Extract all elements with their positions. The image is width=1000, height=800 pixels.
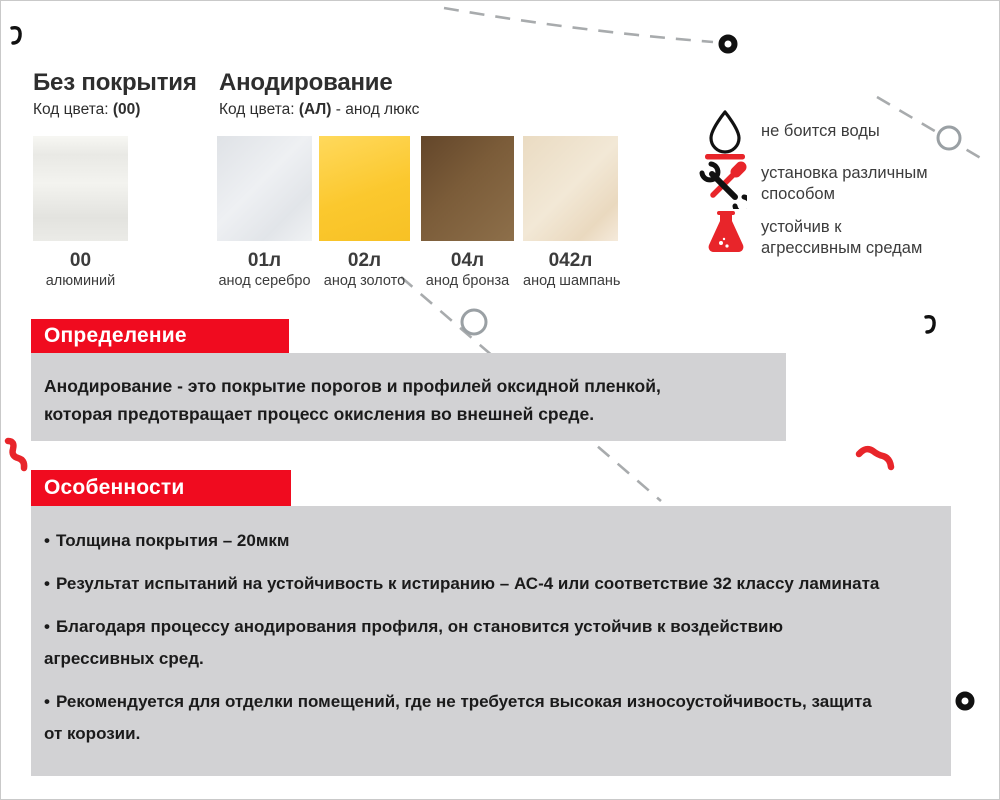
feature-text: Рекомендуется для отделки помещений, где не требуется высокая износоустойчивость, защита от корозии. [44,692,872,743]
anodizing-header [219,69,419,119]
swatch-code: 02л [347,250,382,271]
feature-item [44,525,881,557]
swatch-color-gold [319,136,410,241]
red-squiggle-left [8,441,24,468]
swatch-code: 00 [69,250,92,271]
swatch-color-silver [217,136,312,241]
benefit-resistance [761,217,922,259]
uncoated-code-value: (00) [112,101,141,118]
bullet-marker: • [44,531,50,550]
tools-icon [699,161,747,209]
swatch-code: 01л [247,250,282,271]
donut-dot-bottom [959,695,972,708]
bullet-marker: • [44,574,50,593]
comma-mark-top-left [12,28,20,43]
feature-text: Результат испытаний на устойчивость к истиранию – АС-4 или соответствие 32 классу ламината [55,574,880,593]
bullet-marker: • [44,617,50,636]
ring-circle-right [938,127,960,149]
uncoated-code [33,101,197,119]
swatch-name: анод бронза [425,273,510,289]
donut-dot-top [722,38,735,51]
anodizing-code-value: (АЛ) [298,101,332,118]
definition-heading: Определение [44,324,187,347]
swatch-color-aluminum [33,136,128,241]
swatch-bronze [421,136,514,289]
swatch-name: анод серебро [218,273,311,289]
uncoated-title: Без покрытия [33,69,197,96]
swatch-name: анод шампань [523,273,621,289]
benefit-resistance-line2: агрессивным средам [761,239,923,257]
swatch-code: 042л [548,250,593,271]
ring-circle-middle [462,310,486,334]
uncoated-header [33,69,197,119]
benefit-installation-line2: способом [761,185,835,203]
bullet-marker: • [44,692,50,711]
definition-banner [31,319,289,353]
uncoated-code-label: Код цвета: [33,101,109,118]
swatch-name: алюминий [45,273,116,289]
features-banner [31,470,291,506]
dashed-line-right [877,97,989,163]
anodizing-code-label: Код цвета: [219,101,295,118]
definition-text: Анодирование - это покрытие порогов и профилей оксидной пленкой, которая предотвращает процесс окисления во внешней среде. [44,376,661,424]
benefit-water-line1: не боится воды [761,122,880,140]
comma-mark-right [926,317,934,332]
benefit-resistance-line1: устойчив к [761,218,842,236]
swatch-gold [319,136,410,289]
anodizing-title: Анодирование [219,69,393,96]
feature-item [44,611,881,675]
water-drop-icon [703,109,747,161]
feature-text: Благодаря процессу анодирования профиля, он становится устойчив к воздействию агрессивных сред. [44,617,784,668]
benefit-installation-line1: установка различным [761,164,928,182]
flask-icon [705,209,747,255]
swatch-color-champagne [523,136,618,241]
swatch-name: анод золото [323,273,406,289]
definition-box [31,353,786,441]
anodizing-code [219,101,419,119]
swatch-aluminum [33,136,128,289]
anodizing-code-suffix: - анод люкс [335,101,420,118]
features-box [31,506,951,776]
benefit-installation [761,163,928,205]
feature-text: Толщина покрытия – 20мкм [55,531,290,550]
red-squiggle-right [859,449,891,467]
swatch-color-bronze [421,136,514,241]
swatch-silver [217,136,312,289]
dashed-curve-top [444,8,713,42]
swatch-code: 04л [450,250,485,271]
swatch-champagne [523,136,621,289]
feature-item [44,686,881,750]
feature-item [44,568,881,600]
features-heading: Особенности [44,476,185,499]
features-list [31,506,951,750]
benefit-water [761,121,880,142]
